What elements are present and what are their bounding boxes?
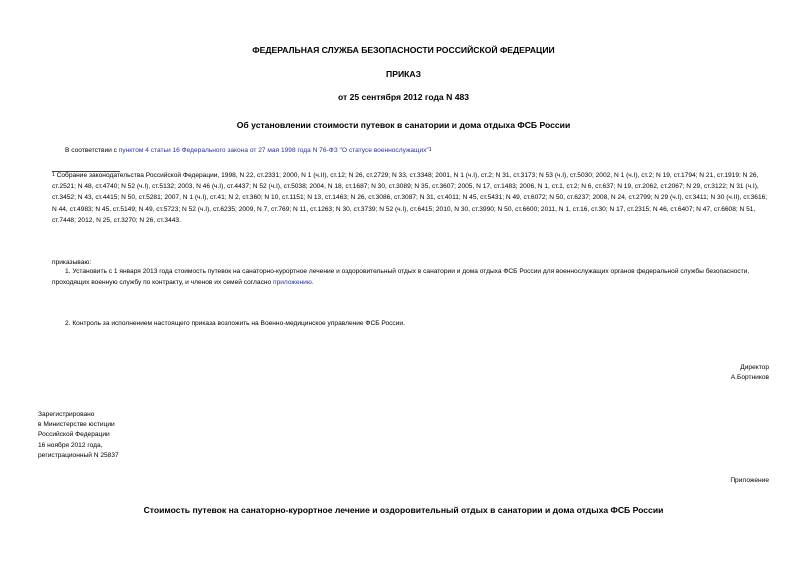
appendix-label: Приложение	[730, 477, 769, 484]
footnote-marker: 1	[52, 172, 55, 178]
registration-line: регистрационный N 25837	[38, 451, 119, 459]
registration-line: в Министерстве юстиции	[38, 421, 115, 429]
preamble	[65, 145, 432, 156]
footnote	[52, 170, 768, 226]
preamble-law-link[interactable]: пунктом 4 статьи 16 Федерального закона от 27 мая 1998 года N 76-ФЗ "О статусе военнослужащих"	[118, 147, 429, 154]
signature-name: А.Бортников	[730, 374, 769, 381]
doc-subject: Об установлении стоимости путевок в санатории и дома отдыха ФСБ России	[236, 120, 571, 130]
doc-date-number: от 25 сентября 2012 года N 483	[337, 92, 470, 102]
registration-block	[38, 410, 119, 461]
signature-title: Директор	[740, 364, 769, 371]
appendix-link[interactable]: приложению	[273, 279, 312, 287]
order-item-1-suffix: .	[311, 279, 314, 287]
registration-line: 16 ноября 2012 года,	[38, 441, 103, 449]
order-item-2: 2. Контроль за исполнением настоящего приказа возложить на Военно-медицинское управление ФСБ России.	[65, 320, 405, 327]
registration-line: Зарегистрировано	[38, 411, 95, 418]
agency-heading: ФЕДЕРАЛЬНАЯ СЛУЖБА БЕЗОПАСНОСТИ РОССИЙСКОЙ ФЕДЕРАЦИИ	[252, 45, 555, 55]
order-item-1	[52, 266, 764, 288]
orders-word: приказываю:	[52, 259, 92, 266]
order-item-1-text: 1. Установить с 1 января 2013 года стоимость путевок на санаторно-курортное лечение и оздоровительный отдых в санатории и дома отдыха ФСБ России для военнослужащих органов федеральной службы безопасности, проходящих военную службу по контракту, и членов их семей согласно	[52, 268, 750, 287]
footnote-ref-marker[interactable]: 1	[428, 147, 432, 153]
appendix-title: Стоимость путевок на санаторно-курортное лечение и оздоровительный отдых в санатории и дома отдыха ФСБ России	[143, 505, 664, 515]
footnote-text: Собрание законодательства Российской Федерации, 1998, N 22, ст.2331; 2000, N 1 (ч.II), ст.12; N 26, ст.2729; N 33, ст.3348; 2001, N 1 (ч.I), ст.2; N 31, ст.3173; N 53 (ч.I), ст.5030; 2002, N 1 (ч.I), ст.2; N 19, ст.1794; N 21, ст.1919; N 26, ст.2521; N 48, ст.4740; N 52 (ч.I), ст.5132; 2003, N 46 (ч.I), ст.4437; N 52 (ч.I), ст.5038; 2004, N 18, ст.1687; N 30, ст.3089; N 35, ст.3607; 2005, N 17, ст.1483; 2006, N 1, ст.1, ст.2; N 6, ст.637; N 19, ст.2062, ст.2067; N 29, ст.3122; N 31 (ч.I), ст.3452; N 43, ст.4415; N 50, ст.5281; 2007, N 1 (ч.I), ст.41; N 2, ст.360; N 10, ст.1151; N 13, ст.1463; N 26, ст.3086, ст.3087; N 31, ст.4011; N 45, ст.5431; N 49, ст.6072; N 50, ст.6237; 2008, N 24, ст.2799; N 29 (ч.I), ст.3411; N 30 (ч.II), ст.3616; N 44, ст.4983; N 45, ст.5149; N 49, ст.5723; N 52 (ч.I), ст.6235; 2009, N 7, ст.769; N 11, ст.1263; N 30, ст.3739; N 52 (ч.I), ст.6415; 2010, N 30, ст.3990; N 50, ст.6600; 2011, N 1, ст.16, ст.30; N 17, ст.2315; N 46, ст.6407; N 47, ст.6608; N 51, ст.7448; 2012, N 25, ст.3270; N 26, ст.3443.	[52, 172, 768, 224]
preamble-prefix: В соответствии с	[65, 147, 119, 154]
doc-type-heading: ПРИКАЗ	[386, 69, 421, 79]
registration-line: Российской Федерации	[38, 431, 110, 439]
